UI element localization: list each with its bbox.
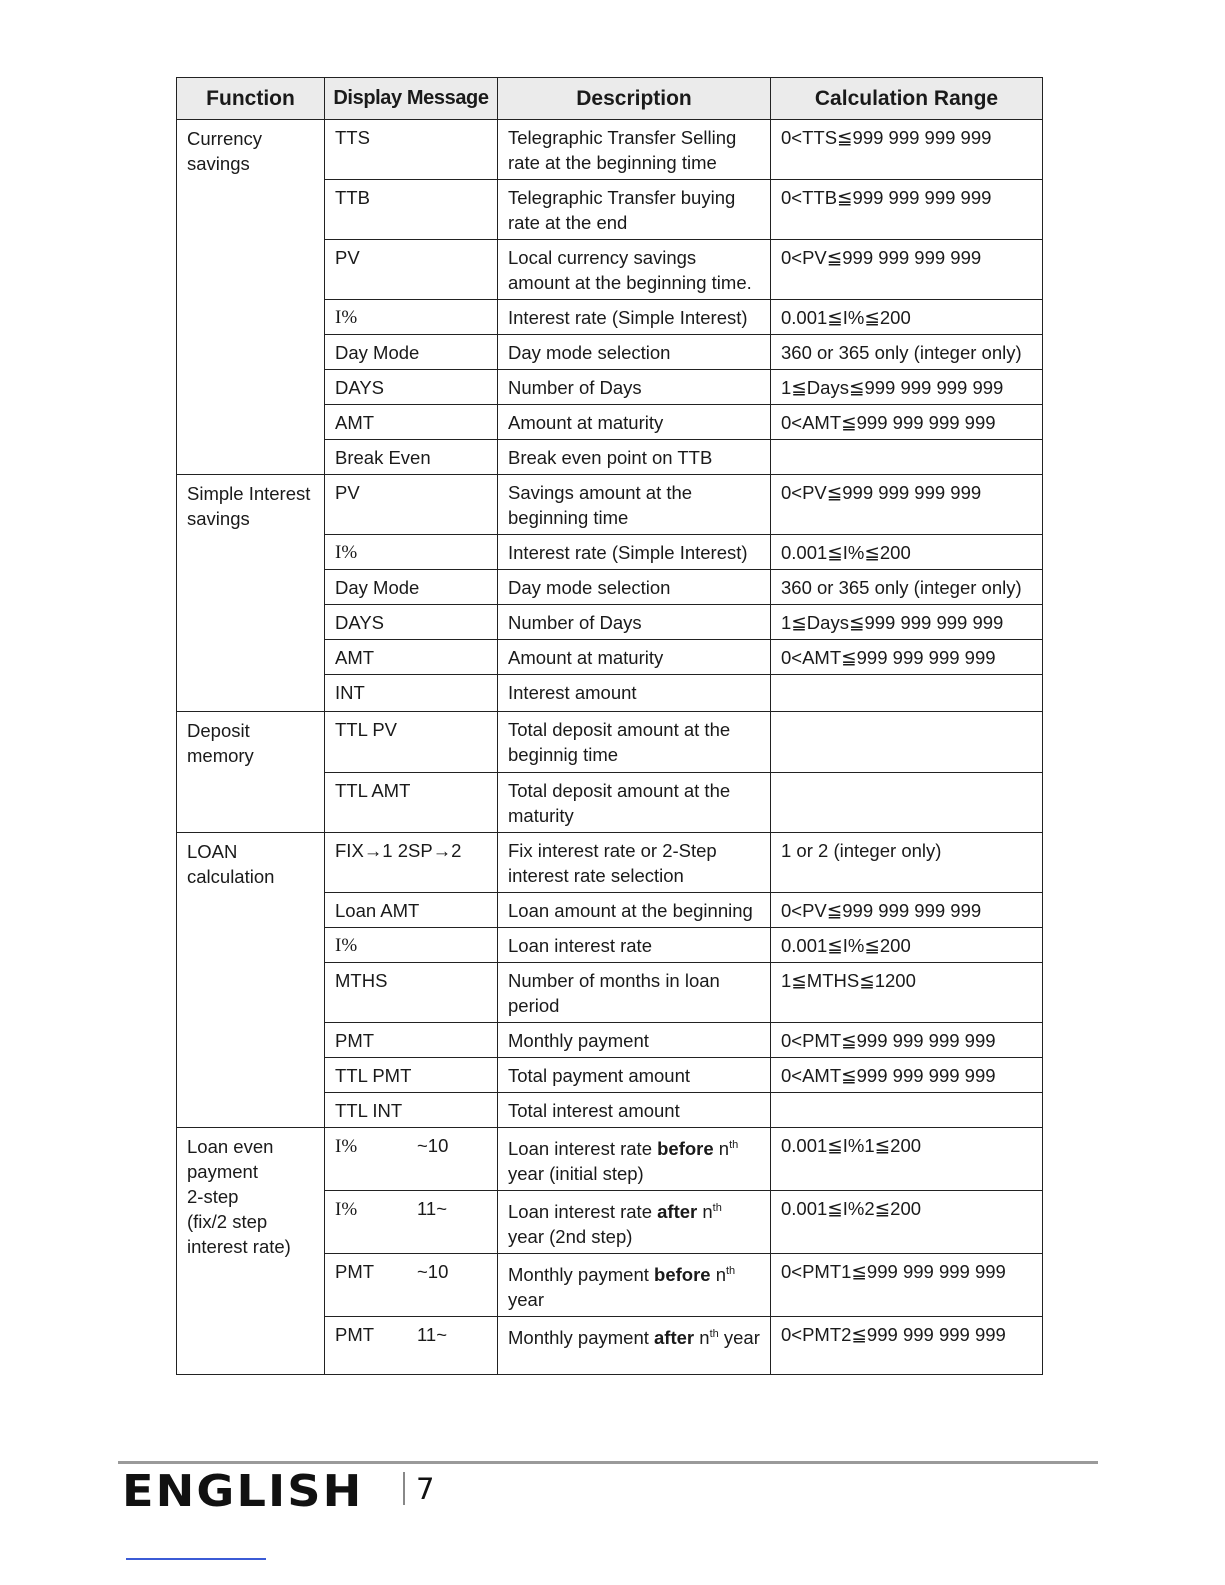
- footer-divider: [403, 1472, 405, 1505]
- range-cell: [771, 773, 1043, 833]
- display-cell: FIX→1 2SP→2: [325, 833, 498, 893]
- range-cell: 0<PMT≦999 999 999 999: [771, 1023, 1043, 1058]
- display-cell: PMT: [325, 1023, 498, 1058]
- display-cell: Day Mode: [325, 335, 498, 370]
- display-cell: TTB: [325, 180, 498, 240]
- footer-rule: [118, 1461, 1098, 1464]
- table-row: [177, 712, 1043, 773]
- description-cell: Number of months in loan period: [498, 963, 771, 1023]
- description-cell: Telegraphic Transfer buying rate at the end: [498, 180, 771, 240]
- description-cell: [498, 1254, 771, 1317]
- desc-text: Monthly payment: [508, 1327, 655, 1349]
- description-cell: Amount at maturity: [498, 640, 771, 675]
- header-function: Function: [177, 78, 325, 120]
- range-cell: [771, 712, 1043, 773]
- calculation-table: [176, 77, 1043, 1375]
- desc-text: Loan interest rate: [508, 1201, 658, 1223]
- function-cell: LOAN calculation: [177, 833, 325, 1128]
- desc-text: year (2nd step): [508, 1226, 633, 1248]
- table-row: [177, 1128, 1043, 1191]
- table-row: [177, 475, 1043, 535]
- range-cell: 1≦Days≦999 999 999 999: [771, 370, 1043, 405]
- description-cell: Total payment amount: [498, 1058, 771, 1093]
- description-cell: Loan amount at the beginning: [498, 893, 771, 928]
- function-cell: Deposit memory: [177, 712, 325, 833]
- table-row: [177, 120, 1043, 180]
- step-label: ~10: [417, 1261, 449, 1283]
- description-cell: Savings amount at the beginning time: [498, 475, 771, 535]
- language-label: ENGLISH: [122, 1466, 364, 1517]
- description-cell: Telegraphic Transfer Selling rate at the beginning time: [498, 120, 771, 180]
- description-cell: Break even point on TTB: [498, 440, 771, 475]
- display-cell: I%: [325, 535, 498, 570]
- description-cell: Amount at maturity: [498, 405, 771, 440]
- range-cell: 0.001≦I%≦200: [771, 535, 1043, 570]
- range-cell: 0<AMT≦999 999 999 999: [771, 640, 1043, 675]
- description-cell: Number of Days: [498, 605, 771, 640]
- display-cell: I%: [325, 928, 498, 963]
- display-cell: TTL PV: [325, 712, 498, 773]
- description-cell: [498, 1317, 771, 1375]
- description-cell: Number of Days: [498, 370, 771, 405]
- range-cell: 0.001≦I%1≦200: [771, 1128, 1043, 1191]
- step-label: ~10: [417, 1135, 449, 1156]
- desc-sup: th: [726, 1265, 736, 1278]
- desc-text: n: [694, 1327, 710, 1349]
- display-cell: [325, 1317, 498, 1375]
- display-cell: TTS: [325, 120, 498, 180]
- range-cell: 0<PMT2≦999 999 999 999: [771, 1317, 1043, 1375]
- description-cell: [498, 1191, 771, 1254]
- range-cell: 0<TTB≦999 999 999 999: [771, 180, 1043, 240]
- description-cell: Total deposit amount at the maturity: [498, 773, 771, 833]
- function-line: Loan even: [187, 1136, 274, 1157]
- page-number: 7: [416, 1472, 435, 1506]
- description-cell: Interest rate (Simple Interest): [498, 535, 771, 570]
- step-label: 11~: [417, 1324, 448, 1346]
- desc-text: n: [713, 1138, 730, 1160]
- header-calculation-range: Calculation Range: [771, 78, 1043, 120]
- header-row: [177, 78, 1043, 120]
- range-cell: 0<PV≦999 999 999 999: [771, 240, 1043, 300]
- desc-bold: before: [654, 1264, 711, 1286]
- display-cell: TTL INT: [325, 1093, 498, 1128]
- range-cell: 1≦MTHS≦1200: [771, 963, 1043, 1023]
- desc-sup: th: [709, 1328, 719, 1341]
- range-cell: 360 or 365 only (integer only): [771, 335, 1043, 370]
- desc-text: year: [718, 1327, 760, 1349]
- desc-sup: th: [729, 1139, 739, 1151]
- range-cell: [771, 675, 1043, 712]
- display-cell: I%: [325, 300, 498, 335]
- desc-text: Loan interest rate: [508, 1138, 658, 1160]
- desc-bold: after: [654, 1327, 695, 1349]
- desc-text: n: [710, 1264, 726, 1286]
- display-cell: [325, 1254, 498, 1317]
- desc-text: n: [697, 1201, 713, 1223]
- range-cell: 0.001≦I%2≦200: [771, 1191, 1043, 1254]
- description-cell: [498, 1128, 771, 1191]
- display-cell: [325, 1128, 498, 1191]
- display-cell: INT: [325, 675, 498, 712]
- range-cell: 0<PV≦999 999 999 999: [771, 893, 1043, 928]
- display-cell: MTHS: [325, 963, 498, 1023]
- display-cell: TTL PMT: [325, 1058, 498, 1093]
- range-cell: 0<PV≦999 999 999 999: [771, 475, 1043, 535]
- display-cell: AMT: [325, 405, 498, 440]
- range-cell: 1 or 2 (integer only): [771, 833, 1043, 893]
- function-line: 2-step: [187, 1186, 239, 1207]
- description-cell: Monthly payment: [498, 1023, 771, 1058]
- description-cell: Interest amount: [498, 675, 771, 712]
- function-cell: Simple Interest savings: [177, 475, 325, 712]
- display-cell: PV: [325, 240, 498, 300]
- display-cell: AMT: [325, 640, 498, 675]
- display-label: PMT: [335, 1261, 375, 1283]
- range-cell: [771, 1093, 1043, 1128]
- description-cell: Total interest amount: [498, 1093, 771, 1128]
- description-cell: Interest rate (Simple Interest): [498, 300, 771, 335]
- function-line: interest rate): [187, 1236, 291, 1257]
- function-line: (fix/2 step: [187, 1211, 268, 1232]
- display-label: I%: [335, 1136, 358, 1157]
- display-cell: PV: [325, 475, 498, 535]
- header-description: Description: [498, 78, 771, 120]
- range-cell: 0.001≦I%≦200: [771, 300, 1043, 335]
- desc-text: year: [508, 1289, 544, 1311]
- range-cell: [771, 440, 1043, 475]
- display-cell: DAYS: [325, 605, 498, 640]
- display-label: I%: [335, 1199, 358, 1221]
- description-cell: Local currency savings amount at the beginning time.: [498, 240, 771, 300]
- range-cell: 0<AMT≦999 999 999 999: [771, 405, 1043, 440]
- header-display-message: Display Message: [325, 78, 498, 120]
- desc-text: year (initial step): [508, 1163, 644, 1185]
- range-cell: 0<TTS≦999 999 999 999: [771, 120, 1043, 180]
- bottom-accent-line: [126, 1558, 266, 1560]
- range-cell: 0<PMT1≦999 999 999 999: [771, 1254, 1043, 1317]
- range-cell: 1≦Days≦999 999 999 999: [771, 605, 1043, 640]
- display-cell: Loan AMT: [325, 893, 498, 928]
- range-cell: 360 or 365 only (integer only): [771, 570, 1043, 605]
- step-label: 11~: [417, 1198, 448, 1220]
- display-label: PMT: [335, 1324, 375, 1346]
- desc-bold: after: [657, 1201, 698, 1223]
- display-cell: Day Mode: [325, 570, 498, 605]
- desc-sup: th: [712, 1202, 722, 1215]
- desc-bold: before: [657, 1138, 714, 1160]
- table-row: [177, 833, 1043, 893]
- range-cell: 0.001≦I%≦200: [771, 928, 1043, 963]
- description-cell: Fix interest rate or 2-Step interest rate selection: [498, 833, 771, 893]
- range-cell: 0<AMT≦999 999 999 999: [771, 1058, 1043, 1093]
- function-cell: [177, 1128, 325, 1375]
- display-cell: DAYS: [325, 370, 498, 405]
- display-cell: TTL AMT: [325, 773, 498, 833]
- display-cell: [325, 1191, 498, 1254]
- desc-text: Monthly payment: [508, 1264, 655, 1286]
- description-cell: Total deposit amount at the beginnig time: [498, 712, 771, 773]
- function-line: payment: [187, 1161, 258, 1182]
- display-cell: Break Even: [325, 440, 498, 475]
- description-cell: Loan interest rate: [498, 928, 771, 963]
- description-cell: Day mode selection: [498, 570, 771, 605]
- function-cell: Currency savings: [177, 120, 325, 475]
- description-cell: Day mode selection: [498, 335, 771, 370]
